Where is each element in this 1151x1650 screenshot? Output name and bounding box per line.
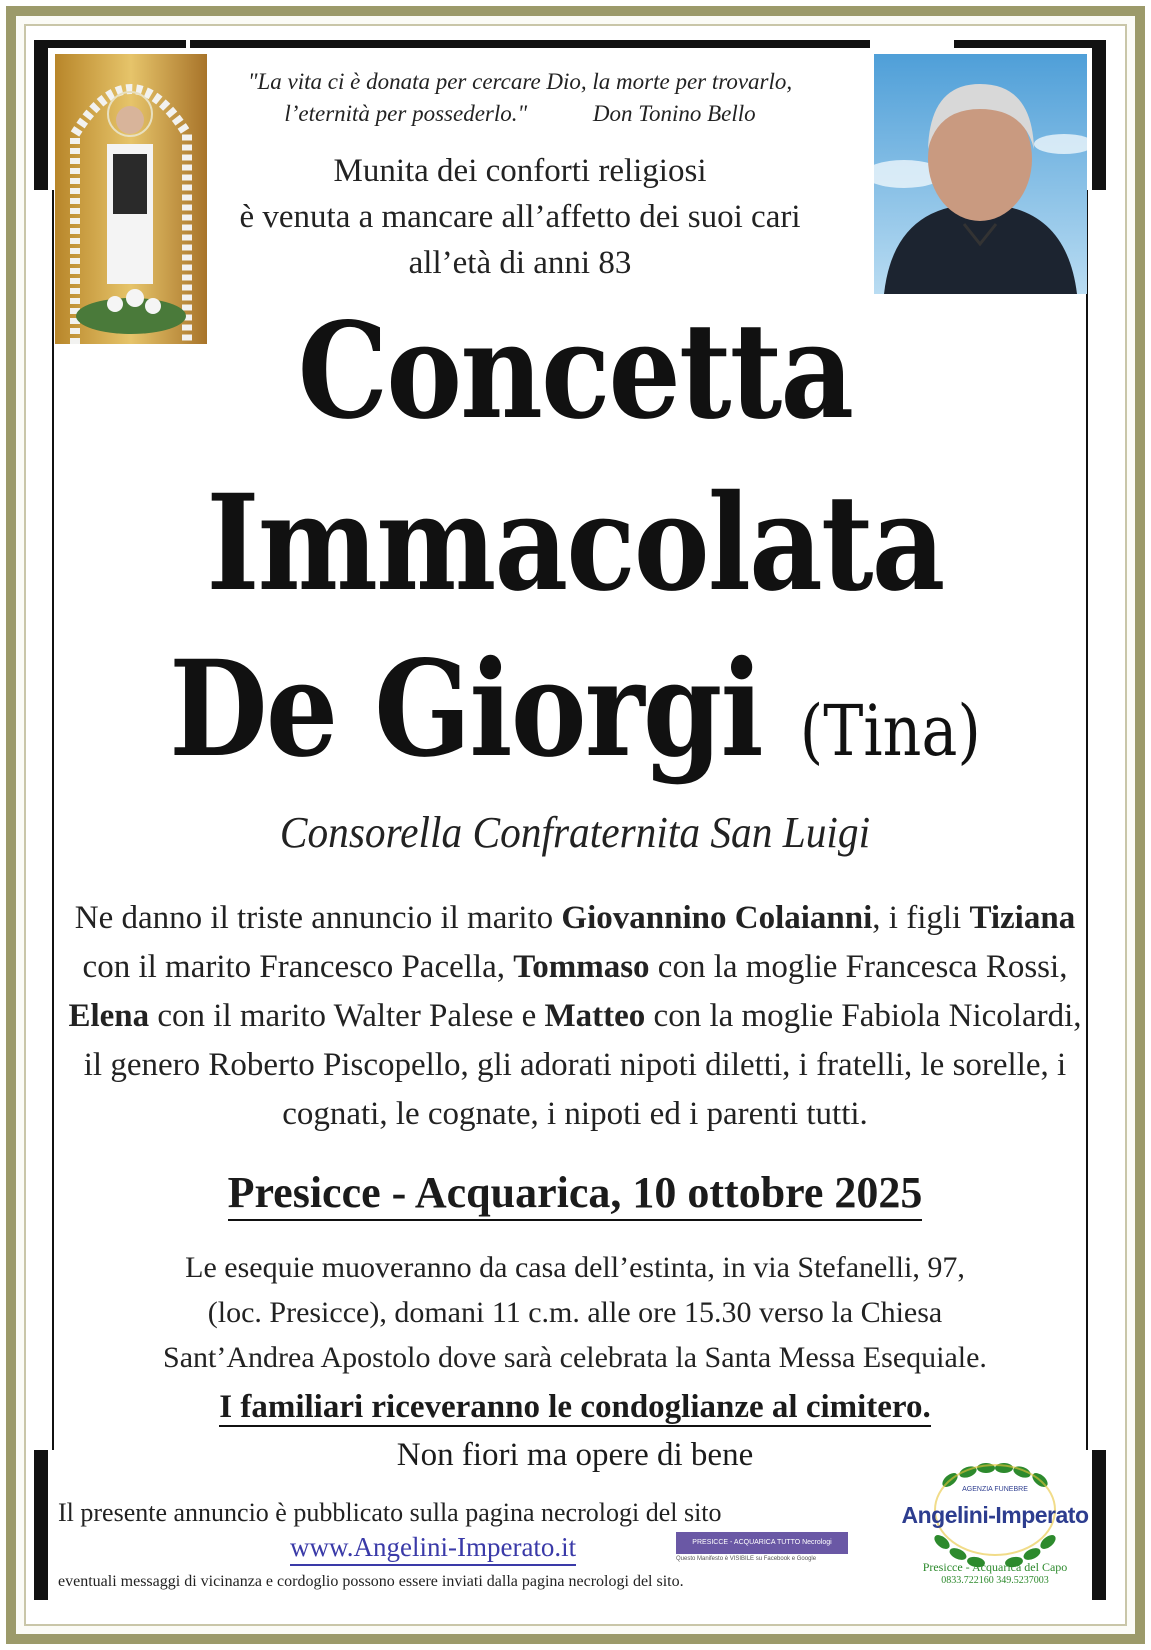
- top-left-bracket: [34, 40, 48, 190]
- agency-phones: 0833.722160 349.5237003: [941, 1575, 1049, 1586]
- husband-name: Giovannino Colaianni: [561, 900, 873, 936]
- no-flowers-note: Non fiori ma opere di bene: [396, 1437, 754, 1473]
- middle-name: Immacolata: [206, 466, 944, 621]
- agency-tag: AGENZIA FUNEBRE: [962, 1486, 1028, 1493]
- left-thin-line: [52, 190, 54, 1450]
- funeral-line-3: Sant’Andrea Apostolo dove sarà celebrata la Santa Messa Esequiale.: [163, 1341, 987, 1374]
- agency-laurel-logo: [880, 1450, 1110, 1620]
- website-link[interactable]: www.Angelini-Imperato.it: [290, 1530, 576, 1566]
- top-rule: [190, 40, 870, 48]
- published-note: Il presente annuncio è pubblicato sulla pagina necrologi del sito: [58, 1498, 722, 1527]
- surname-line: [132, 630, 1018, 811]
- funeral-line-2: (loc. Presicce), domani 11 c.m. alle ore 15.30 verso la Chiesa: [207, 1296, 943, 1329]
- agency-name: Angelini-Imperato: [901, 1502, 1089, 1528]
- first-name: Concetta: [297, 294, 853, 449]
- intro-block: [190, 148, 850, 286]
- condolences-note: [120, 1385, 1030, 1429]
- funeral-info: [90, 1245, 1060, 1380]
- deceased-portrait: [874, 54, 1087, 294]
- right-thin-line: [1086, 190, 1088, 1450]
- announcement-part: con il marito Walter Palese e: [149, 998, 545, 1034]
- bottom-left-bracket: [34, 1450, 48, 1600]
- quote-line-2-text: l’eternità per possederlo.": [284, 101, 528, 126]
- agency-location: Presicce - Acquarica del Capo: [922, 1560, 1068, 1574]
- intro-line-1: Munita dei conforti religiosi: [333, 153, 707, 189]
- announcement-part: , i figli: [872, 900, 970, 936]
- social-sticker: PRESICCE - ACQUARICA TUTTO Necrologi: [676, 1532, 848, 1554]
- quote-line-1: "La vita ci è donata per cercare Dio, la morte per trovarlo,: [247, 69, 793, 94]
- child-name: Tiziana: [969, 900, 1076, 936]
- announcement-part: con la moglie Francesca Rossi,: [649, 949, 1068, 985]
- confraternity: Consorella Confraternita San Luigi: [279, 808, 871, 857]
- place-date: [120, 1166, 1030, 1220]
- quote-author: Don Tonino Bello: [592, 101, 756, 126]
- surname: De Giorgi: [169, 632, 762, 787]
- intro-line-2: è venuta a mancare all’affetto dei suoi cari: [239, 199, 801, 235]
- child-name: Matteo: [544, 998, 646, 1034]
- place-date-text: Presicce - Acquarica, 10 ottobre 2025: [228, 1168, 923, 1221]
- announcement-part: con la moglie Fabiola Nicolardi, il genero Roberto Piscopello, gli adorati nipoti diletti, i fratelli, le sorelle, i cognati, le cognate, i nipoti ed i parenti tutti.: [83, 998, 1082, 1132]
- top-right-bracket: [1092, 40, 1106, 190]
- quote-block: [220, 66, 820, 130]
- social-sticker-subtitle: Questo Manifesto è VISIBILE su Facebook e Google: [676, 1556, 817, 1562]
- intro-line-3: all’età di anni 83: [408, 245, 632, 281]
- messages-note: eventuali messaggi di vicinanza e cordoglio possono essere inviati dalla pagina necrologi del sito.: [58, 1573, 684, 1590]
- funeral-line-1: Le esequie muoveranno da casa dell’estinta, in via Stefanelli, 97,: [185, 1251, 965, 1284]
- nickname: (Tina): [799, 690, 981, 772]
- announcement-part: con il marito Francesco Pacella,: [82, 949, 514, 985]
- announcement-part: Ne danno il triste annuncio il marito: [74, 900, 562, 936]
- top-left-bar: [34, 40, 186, 48]
- announcement-text: [60, 894, 1090, 1139]
- top-right-bar: [954, 40, 1106, 48]
- quote-line-2: [220, 98, 820, 130]
- child-name: Tommaso: [513, 949, 650, 985]
- child-name: Elena: [68, 998, 150, 1034]
- condolences-text: I familiari riceveranno le condoglianze al cimitero.: [219, 1389, 931, 1425]
